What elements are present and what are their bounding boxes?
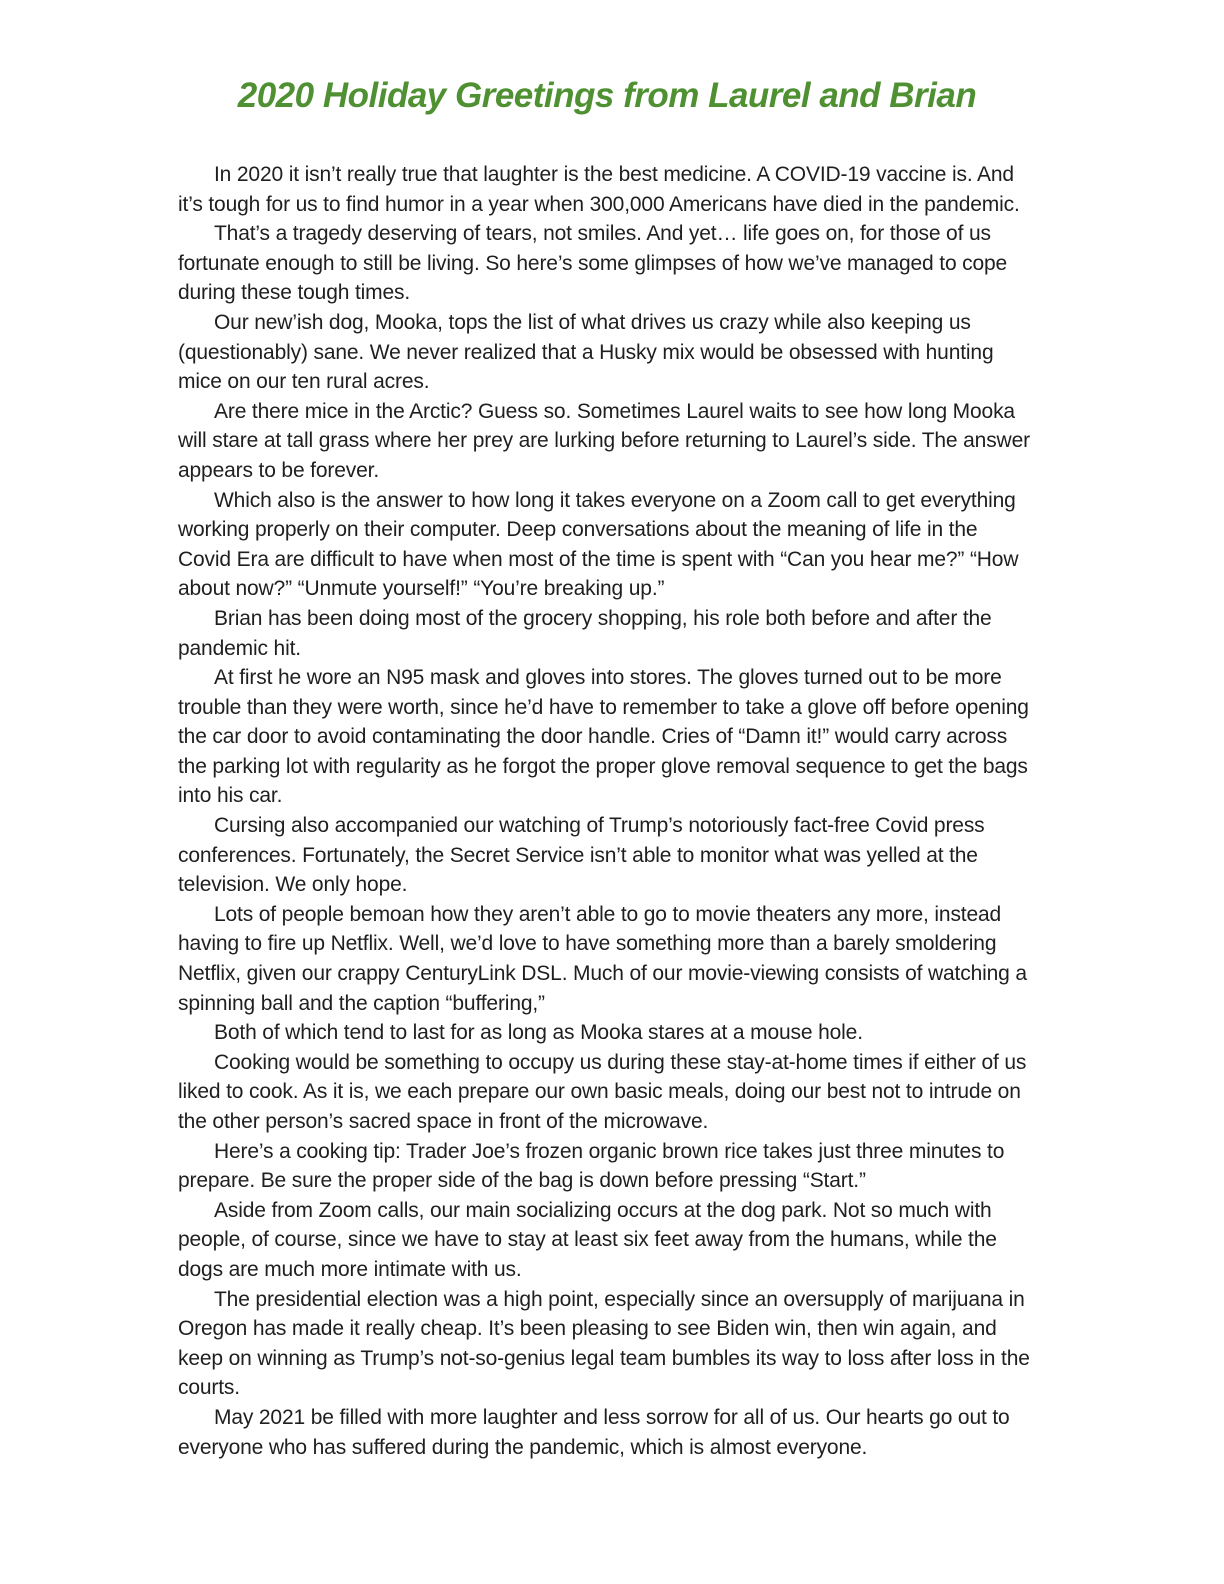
paragraph: Cursing also accompanied our watching of Trump’s notoriously fact-free Covid press conferences. Fortunately, the Secret Service isn’t able to monitor what was yelled at the television. We only hope.: [178, 814, 985, 897]
paragraph: The presidential election was a high point, especially since an oversupply of marijuana in Oregon has made it really cheap. It’s been pleasing to see Biden win, then win again, and keep on winning as Trump’s not-so-genius legal team bumbles its way to loss after loss in the courts.: [178, 1287, 1030, 1400]
page-title: 2020 Holiday Greetings from Laurel and Brian: [237, 76, 977, 115]
paragraph: Cooking would be something to occupy us during these stay-at-home times if either of us liked to cook. As it is, we each prepare our own basic meals, doing our best not to intrude on the other person’s sacred space in front of the microwave.: [178, 1050, 1027, 1133]
paragraph: That’s a tragedy deserving of tears, not smiles. And yet… life goes on, for those of us fortunate enough to still be living. So here’s some glimpses of how we’ve managed to cope during these tough times.: [178, 222, 1008, 305]
paragraph: Our new’ish dog, Mooka, tops the list of what drives us crazy while also keeping us (questionably) sane. We never realized that a Husky mix would be obsessed with hunting mice on our ten rural acres.: [178, 310, 994, 394]
paragraph: Aside from Zoom calls, our main socializing occurs at the dog park. Not so much with people, of course, since we have to stay at least six feet away from the humans, while the dogs are much more intimate with us.: [178, 1198, 997, 1281]
paragraph: Brian has been doing most of the grocery shopping, his role both before and after the pandemic hit.: [178, 606, 992, 660]
paragraph: Which also is the answer to how long it takes everyone on a Zoom call to get everything working properly on their computer. Deep conversations about the meaning of life in the Covid Era are difficult to have when most of the time is spent with “Can you hear me?” “How about now?” “Unmute yourself!” “You’re breaking up.”: [178, 488, 1019, 601]
paragraph: At first he wore an N95 mask and gloves into stores. The gloves turned out to be more trouble than they were worth, since he’d have to remember to take a glove off before opening the car door to avoid contaminating the door handle. Cries of “Damn it!” would carry across the parking lot with regularity as he forgot the proper glove removal sequence to get the bags into his car.: [178, 666, 1029, 808]
paragraph: May 2021 be filled with more laughter and less sorrow for all of us. Our hearts go out to everyone who has suffered during the pandemic, which is almost everyone.: [178, 1405, 1010, 1459]
paragraph: Both of which tend to last for as long as Mooka stares at a mouse hole.: [214, 1021, 863, 1045]
letter-body: [178, 160, 1036, 1462]
paragraph: Lots of people bemoan how they aren’t able to go to movie theaters any more, instead having to fire up Netflix. Well, we’d love to have something more than a barely smoldering Netflix, given our crappy CenturyLink DSL. Much of our movie-viewing consists of watching a spinning ball and the caption “buffering,”: [178, 902, 1027, 1015]
paragraph: Here’s a cooking tip: Trader Joe’s frozen organic brown rice takes just three minutes to prepare. Be sure the proper side of the bag is down before pressing “Start.”: [178, 1139, 1005, 1193]
paragraph: In 2020 it isn’t really true that laughter is the best medicine. A COVID-19 vaccine is. And it’s tough for us to find humor in a year when 300,000 Americans have died in the pandemic.: [178, 163, 1020, 216]
paragraph: Are there mice in the Arctic? Guess so. Sometimes Laurel waits to see how long Mooka will stare at tall grass where her prey are lurking before returning to Laurel’s side. The answer appears to be forever.: [178, 399, 1030, 482]
